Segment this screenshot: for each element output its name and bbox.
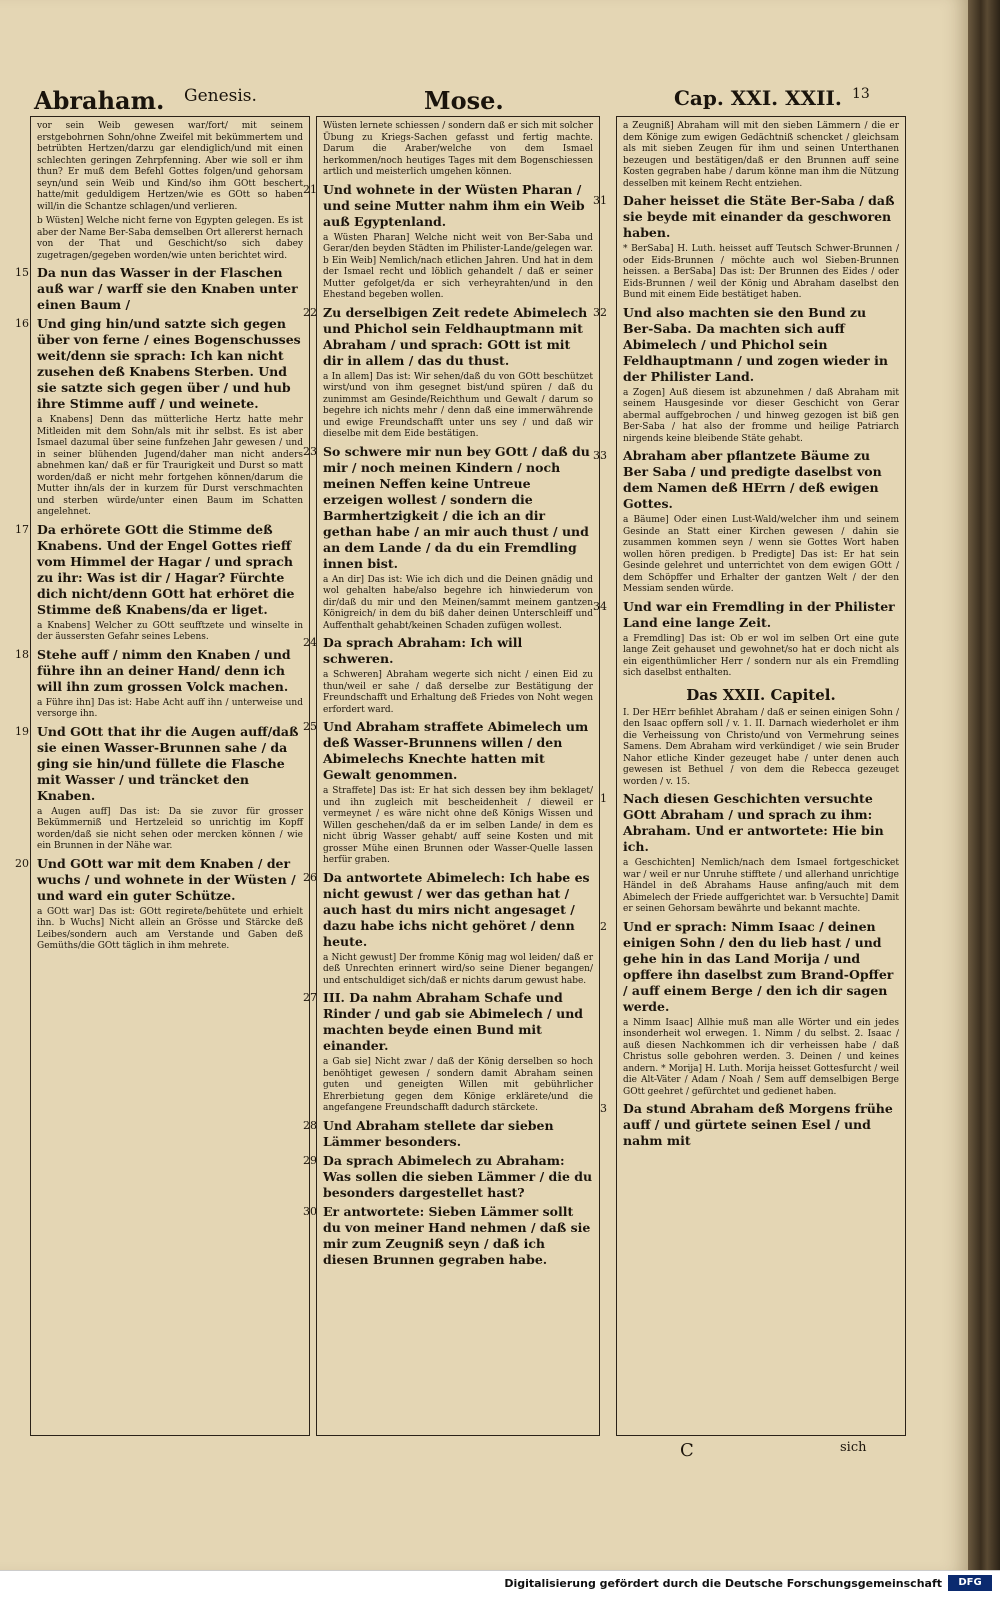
verse-number: 25 (303, 720, 317, 733)
verse-text (15, 723, 303, 804)
gloss-note: a An dir] Das ist: Wie ich dich und die Deinen gnädig und wol gehalten habe/also begehre ich hinwiederum von dir/daß du mir und den Meinen/sammt meinem gantzen Königreich/ in dem du biß daher deinen Unterschleiff und Auffenthalt gehabt/keinen Schaden zufügen wollest. (323, 574, 593, 631)
verse-text (15, 265, 303, 313)
verse-body: Und Abraham stellete dar sieben Lämmer besonders. (323, 1117, 554, 1149)
verse-number: 24 (303, 636, 317, 649)
text-column-1 (15, 116, 310, 1436)
verse-body: Daher heisset die Stäte Ber-Saba / daß sie beyde mit einander da geschworen haben. (623, 193, 895, 240)
verse-number: 1 (600, 792, 607, 805)
verse-number: 33 (593, 449, 607, 462)
verse-number: 20 (15, 856, 29, 870)
gloss-note: Wüsten lernete schiessen / sondern daß er sich mit solcher Übung zu Kriegs-Sachen gefasst und fertig machte. Darum die Araber/welche von dem Ismael herkommen/noch heutiges Tages mit dem Bogenschiessen artlich und meisterlich umgehen können. (323, 121, 593, 177)
verse-body: Und Abraham straffete Abimelech um deß Wasser-Brunnens willen / den Abimelechs Knechte hatten mit Gewalt genommen. (323, 719, 589, 782)
verse-number: 32 (593, 305, 607, 319)
verse-number: 16 (15, 317, 29, 330)
text-column-2 (303, 116, 600, 1436)
gloss-note: * BerSaba] H. Luth. heisset auff Teutsch Schwer-Brunnen / oder Eids-Brunnen / möchte auch wol Sieben-Brunnen heissen. a BerSaba] Das ist: Der Brunnen des Eides / oder Eids-Brunnen / weil der König und Abraham daselbst den Bund mit einem Eide bestätiget haben. (623, 244, 899, 300)
book-spine-edge (968, 0, 1000, 1570)
gloss-note: vor sein Weib gewesen war/fort/ mit seinem erstgebohrnen Sohn/ohne Zweifel mit bekümmertem und betrübten Hertzen/darzu gar elendiglich/und mit einen schlechten geringen Zehrpfenning. Aber wie soll er ihm thun? Er muß dem Befehl Gottes folgen/und gehorsam seyn/und sein Weib und Kind/so ihm GOtt beschert hatte/mit geduldigem Hertzen/wie es GOtt so haben will/in die Schantze schlagen/und verlieren. (37, 121, 303, 212)
verse-text (15, 316, 303, 412)
verse-text (303, 990, 593, 1054)
gloss-note: a Fremdling] Das ist: Ob er wol im selben Ort eine gute lange Zeit gehauset und gewohnet/so hat er doch nicht als ein eigenthümlicher Herr / sondern nur als ein Fremdling sich daselbst enthalten. (623, 633, 899, 678)
gloss-note: a Nimm Isaac] Allhie muß man alle Wörter und ein jedes insonderheit wol erwegen. 1. Nimm / du selbst. 2. Isaac / auß diesen Nachkommen ich dir verheissen habe / daß Christus solle gebohren werden. 3. Deinen / und keines andern. * Morija] H. Luth. Morija heisset Gottesfurcht / weil die Alt-Väter / Adam / Noah / Sem auff demselbigen Berge GOtt geehret / gefürchtet und gedienet haben. (623, 1017, 899, 1097)
gloss-note: a Schweren] Abraham wegerte sich nicht / einen Eid zu thun/weil er sahe / daß derselbe zur Bestätigung der Freundschafft und Erhaltung deß Friedes von Noht wegen erfordert ward. (323, 670, 593, 715)
verse-number: 18 (15, 647, 29, 661)
verse-body: Da antwortete Abimelech: Ich habe es nicht gewust / wer das gethan hat / auch hast du mirs nicht angesaget / dazu habe ichs nicht gehöret / denn heute. (323, 869, 590, 949)
dfg-logo: DFG (948, 1575, 992, 1591)
verse-text (303, 869, 593, 950)
verse-body: Und ging hin/und satzte sich gegen über von ferne / eines Bogenschusses weit/denn sie sprach: Ich kan nicht zusehen deß Knabens Sterben. Und sie satzte sich gegen über / und hub ihre Stimme auff / und weinete. (37, 316, 301, 411)
gloss-note: a Knabens] Denn das mütterliche Hertz hatte mehr Mitleiden mit dem Sohn/als mit ihr selbst. Es ist aber Ismael dazumal über seine funfzehen Jahr gewesen / und in seiner blühenden Jugend/daher man nicht anders abnehmen kan/ daß er für Traurigkeit und Durst so matt worden/daß er nicht mehr fortgehen können/darum die Mutter ihn/als der in kurzem für Durst verschmachten und sterben würde/unter einen Baum im Schatten angelehnet. (37, 415, 303, 517)
verse-number: 23 (303, 444, 317, 458)
gloss-note: a Bäume] Oder einen Lust-Wald/welcher ihm und seinem Gesinde an Statt einer Kirchen gewesen / dahin sie zusammen kommen seyn / wenn sie Gottes Wort haben wollen hören predigen. b Predigte] Das ist: Er hat sein Gesinde gelehret und unterrichtet von dem ewigen GOtt / dem Schöpffer und Erhalter der gantzen Welt / der den Messiam senden würde. (623, 515, 899, 594)
gloss-note: a Nicht gewust] Der fromme König mag wol leiden/ daß er deß Unrechten erinnert wird/so seine Diener begangen/ und entschuldiget sich/daß er nichts darum gewust habe. (323, 952, 593, 986)
verse-body: Und war ein Fremdling in der Philister Land eine lange Zeit. (623, 598, 895, 630)
verse-body: Stehe auff / nimm den Knaben / und führe ihn an deiner Hand/ denn ich will ihn zum grossen Volck machen. (37, 646, 291, 694)
verse-number: 26 (303, 870, 317, 884)
verse-body: III. Da nahm Abraham Schafe und Rinder / und gab sie Abimelech / und machten beyde einen Bund mit einander. (323, 990, 584, 1053)
verse-text (593, 304, 899, 385)
verse-body: Zu derselbigen Zeit redete Abimelech und Phichol sein Feldhauptmann mit Abraham / und sprach: GOtt ist mit dir in allem / das du thust. (323, 304, 588, 368)
verse-text (15, 855, 303, 904)
verse-body: Und GOtt war mit dem Knaben / der wuchs / und wohnete in der Wüsten / und ward ein guter Schütze. (37, 855, 296, 903)
gloss-note: a Straffete] Das ist: Er hat sich dessen bey ihm beklaget/ und ihn zugleich mit bescheidenheit / dieweil er vermeynet / es wäre nicht ohne deß Königs Wissen und Willen geschehen/daß da er im selben Lande/ in dem es nicht übrig Wasser gehabt/ auff seine Kosten und mit grosser Mühe einen Brunnen oder Wasser-Quelle lassen herfür graben. (323, 786, 593, 865)
verse-body: Da erhörete GOtt die Stimme deß Knabens. Und der Engel Gottes rieff vom Himmel der Hagar / und sprach zu ihr: Was ist dir / Hagar? Fürchte dich nicht/denn GOtt hat erhöret die Stimme deß Knabens/da er liget. (37, 521, 295, 617)
verse-text (303, 1203, 593, 1268)
gloss-note: a Zeugniß] Abraham will mit den sieben Lämmern / die er dem Könige zum ewigen Gedächtniß schencket / gleichsam als mit sieben Zeugen für ihm und seinen Unterthanen bezeugen und bestätigen/daß er den Brunnen auff seine Kosten gegraben habe / darum könne man ihm die Nützung desselben mit keinem Recht entziehen. (623, 121, 899, 189)
verse-body: Da stund Abraham deß Morgens frühe auff / und gürtete seinen Esel / und nahm mit (623, 1101, 893, 1148)
gloss-note: a Zogen] Auß diesem ist abzunehmen / daß Abraham mit seinem Hausgesinde vor dieser Geschicht von Gerar abermal auffgebrochen / und hinweg gezogen ist biß gen Ber-Saba / hat also der fromme und heilige Patriarch nirgends keine bleibende Stäte gehabt. (623, 387, 899, 444)
verse-number: 34 (593, 599, 607, 613)
verse-body: Und er sprach: Nimm Isaac / deinen einigen Sohn / den du lieb hast / und gehe hin in das Land Morija / und opffere ihn daselbst zum Brand-Opffer / auff einem Berge / den ich dir sagen werde. (623, 918, 894, 1014)
verse-body: Und also machten sie den Bund zu Ber-Saba. Da machten sich auff Abimelech / und Phichol sein Feldhauptmann / und zogen wieder in der Philister Land. (623, 304, 888, 384)
verse-number: 15 (15, 266, 29, 279)
verse-number: 19 (15, 724, 29, 738)
verse-number: 30 (303, 1204, 317, 1218)
verse-text (303, 443, 593, 572)
gloss-note: a Gab sie] Nicht zwar / daß der König derselben so hoch benöhtiget gewesen / sondern damit Abraham seinen guten und geneigten Willen mit gebührlicher Ehrerbietung gegen dem Könige erklärete/und die angefangene Freundschafft dadurch stärckete. (323, 1057, 593, 1113)
footer-bar (0, 1570, 1000, 1597)
gloss-note: a Knabens] Welcher zu GOtt seufftzete und winselte in der äussersten Gefahr seines Lebens. (37, 620, 303, 642)
verse-number: 2 (600, 919, 607, 933)
verse-number: 31 (593, 194, 607, 207)
verse-text (600, 918, 899, 1015)
verse-text (593, 448, 899, 512)
verse-body: Abraham aber pflantzete Bäume zu Ber Saba / und predigte daselbst von dem Namen deß HErrn / deß ewigen Gottes. (623, 448, 882, 511)
gloss-note: a Führe ihn] Das ist: Habe Acht auff ihn / unterweise und versorge ihn. (37, 697, 303, 719)
verse-body: Und GOtt that ihr die Augen auff/daß sie einen Wasser-Brunnen sahe / da ging sie hin/und füllete die Flasche mit Wasser / und träncket den Knaben. (37, 723, 299, 803)
verse-text (303, 1117, 593, 1150)
text-column-3 (593, 116, 906, 1436)
verse-text (593, 598, 899, 631)
verse-text (600, 1101, 899, 1149)
gloss-note: a Geschichten] Nemlich/nach dem Ismael fortgeschicket war / weil er nur Unruhe stifftete / und allerhand unrichtige Händel in deß Abrahams Hause anfing/auch mit dem Abimelech der Friede auffgerichtet war. b Versuchte] Damit er seinen Gehorsam bewährte und bekannt machte. (623, 858, 899, 914)
verse-body: So schwere mir nun bey GOtt / daß du mir / noch meinen Kindern / noch meinen Neffen keine Untreue erzeigen wollest / sondern die Barmhertzigkeit / die ich an dir gethan habe / an mir auch thust / und an dem Lande / da du ein Fremdling innen bist. (323, 443, 590, 571)
verse-text (303, 181, 593, 230)
verse-number: 22 (303, 305, 317, 319)
signature-mark: C (680, 1440, 694, 1461)
verse-body: Da sprach Abimelech zu Abraham: Was sollen die sieben Lämmer / die du besonders dargestellet hast? (323, 1152, 593, 1200)
gloss-note: a In allem] Das ist: Wir sehen/daß du von GOtt beschützet wirst/und von ihm gesegnet bist/und spüren / daß du zunimmst am Gesinde/Reichthum und Gewalt / darum so begehre ich nichts mehr / denn daß eine immerwährende und ewige Freundschafft unter uns sey / und daß wir dieselbe mit dem Eide bestätigen. (323, 371, 593, 439)
gloss-note: b Wüsten] Welche nicht ferne von Egypten gelegen. Es ist aber der Name Ber-Saba demselben Ort allererst hernach von der That und Geschicht/so sich dabey zugetragen/gegeben worden/wie unten berichtet wird. (37, 216, 303, 261)
verse-body: Nach diesen Geschichten versuchte GOtt Abraham / und sprach zu ihm: Abraham. Und er antwortete: Hie bin ich. (623, 791, 884, 854)
verse-text (15, 646, 303, 695)
header-author: Mose. (424, 86, 504, 115)
verse-number: 29 (303, 1153, 317, 1167)
verse-number: 21 (303, 182, 317, 196)
verse-text (303, 1152, 593, 1201)
verse-text (303, 635, 593, 667)
gloss-note: a GOtt war] Das ist: GOtt regirete/behütete und erhielt ihn. b Wuchs] Nicht allein an Grösse und Stärcke deß Leibes/sondern auch am Verstande und Gaben deß Gemüths/die GOtt täglich in ihm mehrete. (37, 906, 303, 951)
verse-text (593, 193, 899, 241)
verse-number: 17 (15, 522, 29, 536)
verse-body: Und wohnete in der Wüsten Pharan / und seine Mutter nahm ihm ein Weib auß Egyptenland. (323, 181, 585, 229)
gloss-note: a Wüsten Pharan] Welche nicht weit von Ber-Saba und Gerar/den beyden Städten im Philister-Lande/gelegen war. b Ein Weib] Nemlich/nach etlichen Jahren. Und hat in dem der Ismael recht und löblich gehandelt / daß er seiner Mutter gefolget/da er sich verheyrahten/und in den Ehestand begeben wollen. (323, 232, 593, 300)
page-number: 13 (852, 86, 870, 102)
footer-credit: Digitalisierung gefördert durch die Deutsche Forschungsgemeinschaft (504, 1577, 942, 1590)
catchword: sich (840, 1440, 867, 1455)
verse-number: 28 (303, 1118, 317, 1132)
verse-text (303, 719, 593, 783)
running-header (34, 82, 902, 116)
verse-text (600, 791, 899, 855)
verse-body: Da sprach Abraham: Ich will schweren. (323, 635, 523, 666)
verse-number: 3 (600, 1102, 607, 1115)
verse-body: Er antwortete: Sieben Lämmer sollt du von meiner Hand nehmen / daß sie mir zum Zeugniß seyn / daß ich diesen Brunnen gegraben habe. (323, 1203, 591, 1267)
verse-body: Da nun das Wasser in der Flaschen auß war / warff sie den Knaben unter einen Baum / (37, 265, 298, 312)
verse-number: 27 (303, 991, 317, 1004)
verse-text (303, 304, 593, 369)
header-book: Genesis. (184, 86, 257, 106)
header-chapter: Cap. XXI. XXII. (674, 86, 842, 110)
gloss-note: I. Der HErr befihlet Abraham / daß er seinen einigen Sohn / den Isaac opffern soll / v. 1. II. Darnach wiederholet er ihm die Verheissung von Christo/und von Vermehrung seines Samens. Dem Abraham wird verkündiget / wie sein Bruder Nahor etliche Kinder gezeuget habe / unter denen auch gewesen ist Bethuel / von dem die Rebecca gezeuget worden / v. 15. (623, 707, 899, 787)
header-left: Abraham. (34, 86, 165, 115)
verse-text (15, 521, 303, 618)
gloss-note: a Augen auff] Das ist: Da sie zuvor für grosser Bekümmerniß und Hertzeleid so unrichtig im Kopff worden/daß sie nicht sehen oder mercken können / wie ein Brunnen in der Nähe war. (37, 806, 303, 851)
chapter-heading: Das XXII. Capitel. (686, 685, 836, 704)
